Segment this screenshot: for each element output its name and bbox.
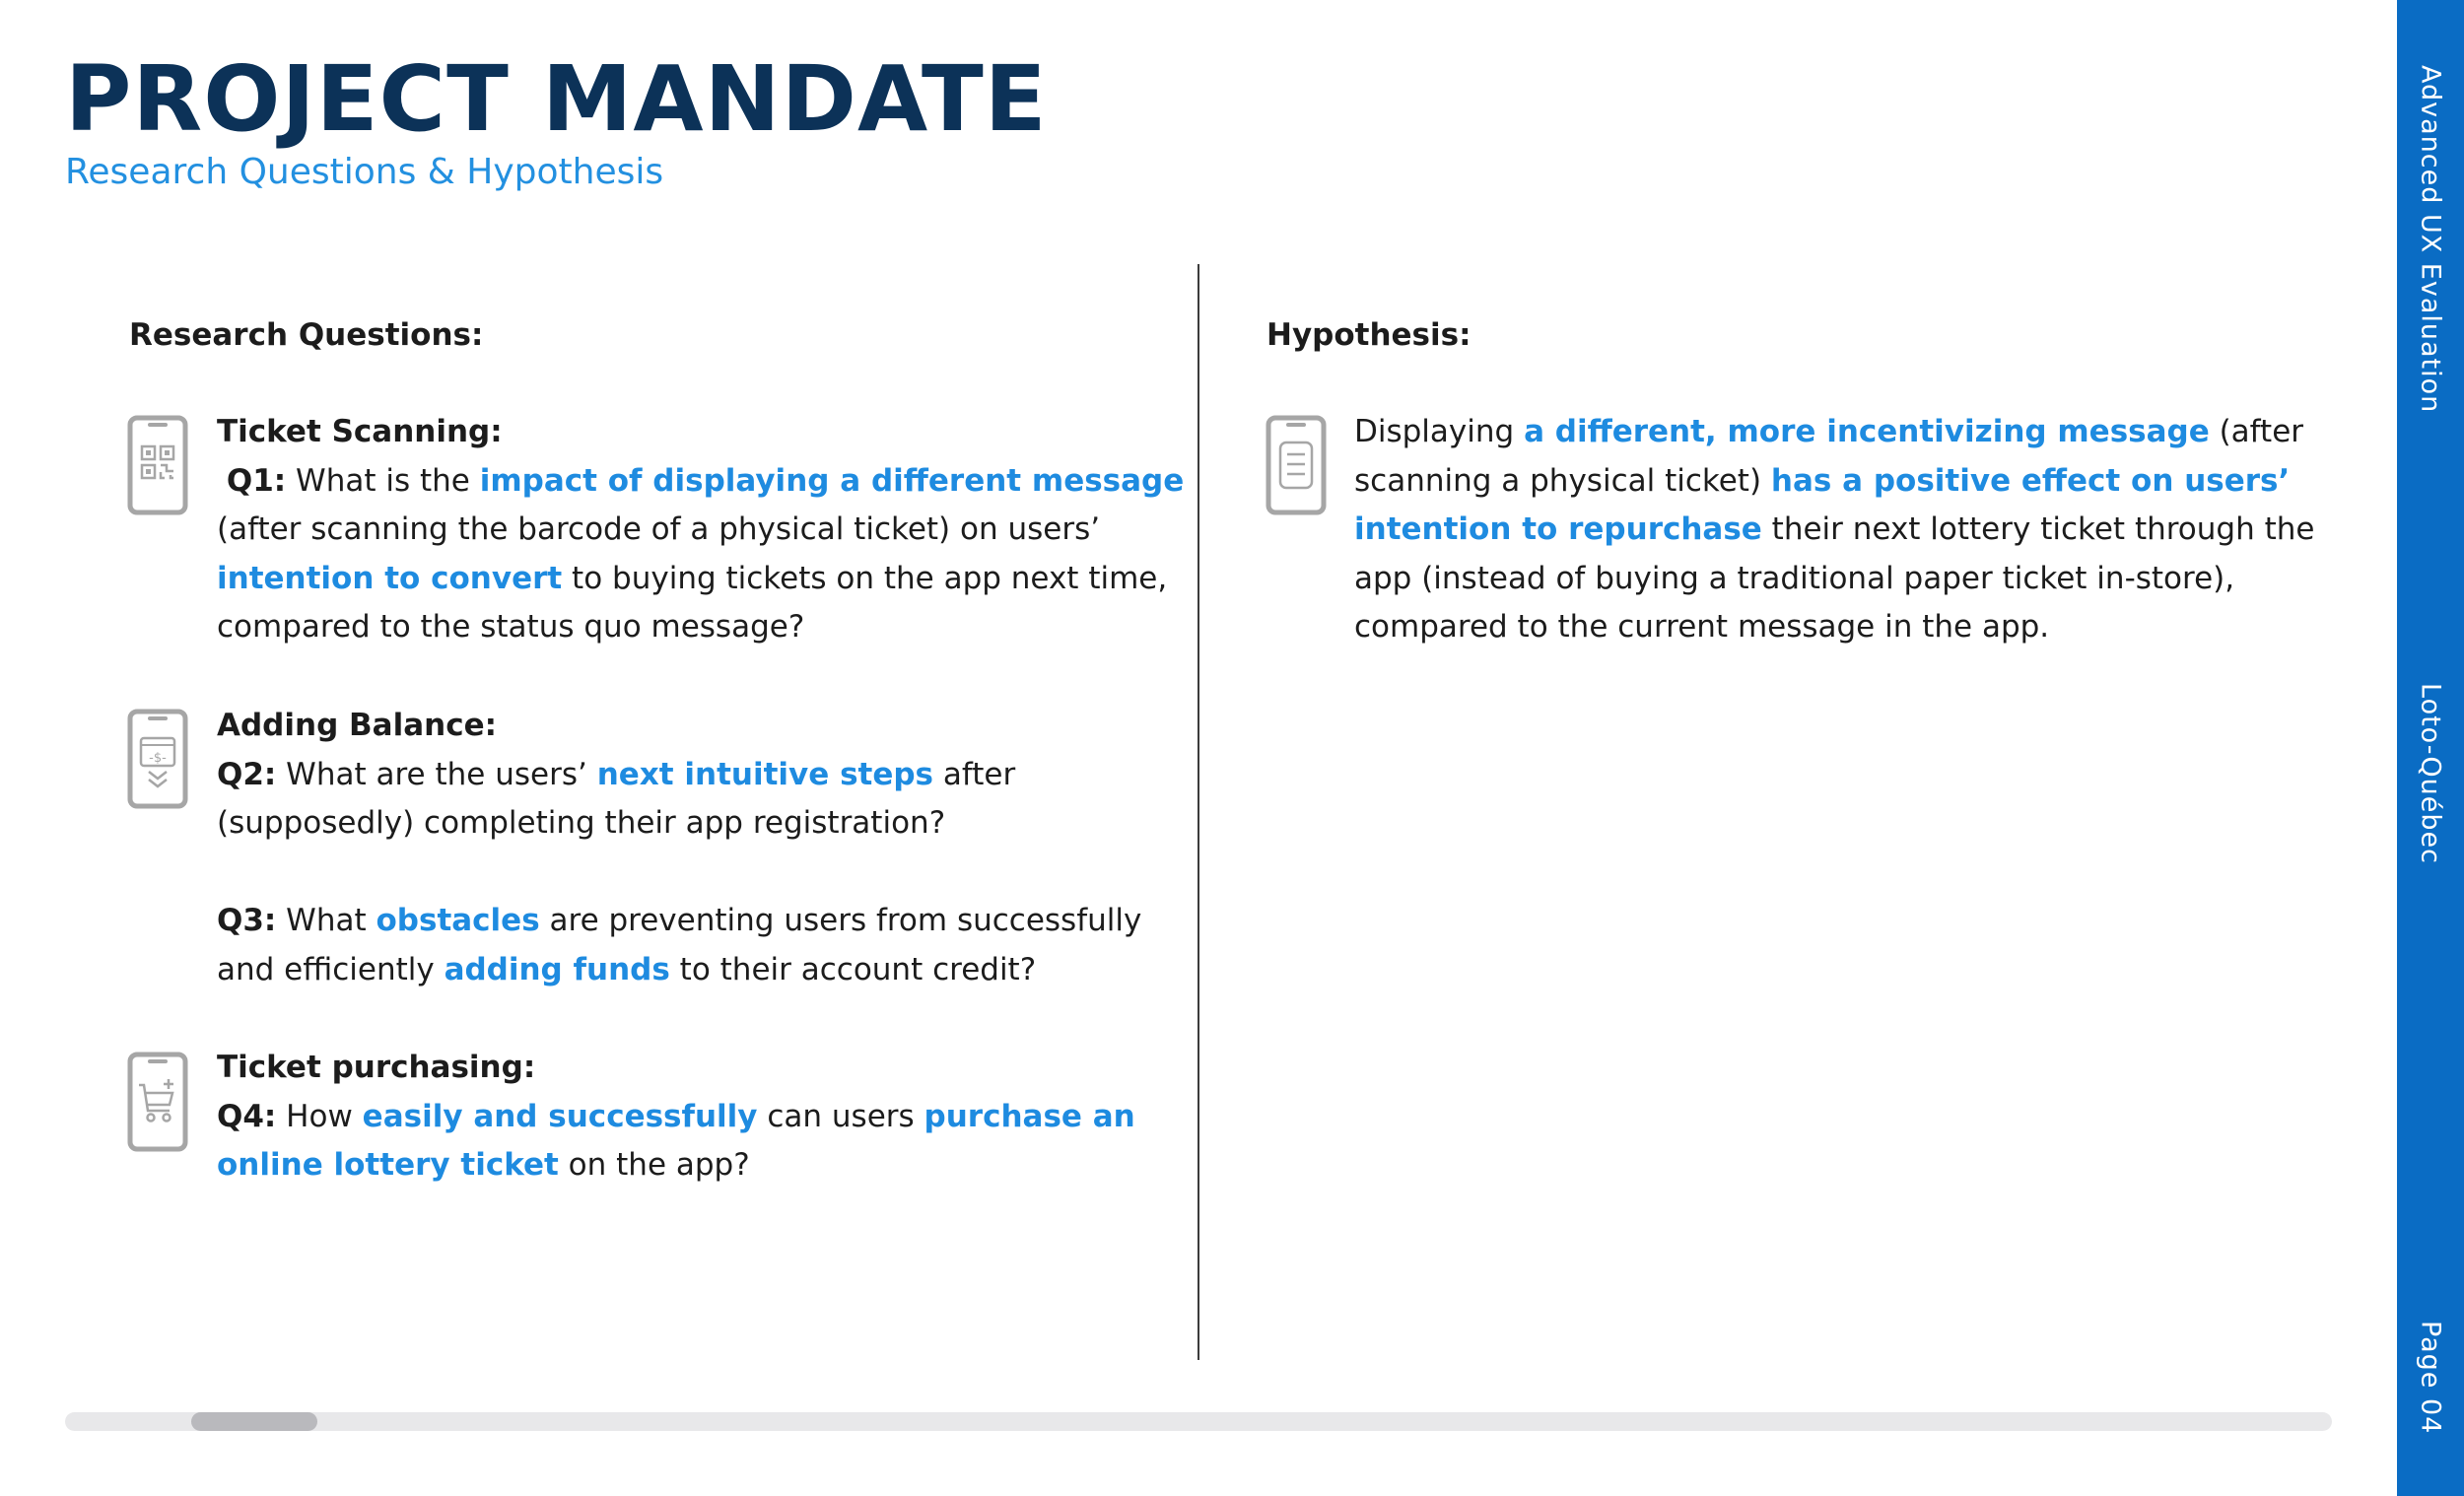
q4-section-title: Ticket purchasing: <box>217 1050 536 1085</box>
q3-highlight-1: obstacles <box>376 903 540 938</box>
q2-section-title: Adding Balance: <box>217 708 498 743</box>
q3-text-2: are preventing users from successfully <box>539 903 1142 938</box>
side-label-course: Advanced UX Evaluation <box>2415 65 2446 414</box>
q2-label: Q2: <box>217 756 277 792</box>
q1-line-4: compared to the status quo message? <box>217 609 805 646</box>
q4-highlight-3: online lottery ticket <box>217 1147 559 1184</box>
q3-block <box>217 897 1141 994</box>
q4-line-1 <box>217 1093 1135 1142</box>
svg-text:-$-: -$- <box>149 751 167 766</box>
q4-text-3: on the app? <box>558 1147 750 1184</box>
q2-line-2: (supposedly) completing their app registration? <box>217 805 946 842</box>
phone-cart-icon <box>127 1052 188 1152</box>
phone-message-icon <box>1266 415 1327 515</box>
hypothesis-heading: Hypothesis: <box>1266 317 1472 353</box>
hypothesis-block <box>1354 408 2314 652</box>
phone-qr-scan-icon <box>127 415 188 515</box>
phone-add-funds-icon <box>127 709 188 809</box>
q3-text-1: What <box>276 903 376 938</box>
q1-line-2: (after scanning the barcode of a physical ticket) on users’ <box>217 511 1101 548</box>
side-label-client: Loto-Québec <box>2415 683 2446 864</box>
page-title: PROJECT MANDATE <box>65 46 1048 152</box>
q1-block <box>217 408 1184 652</box>
horizontal-scrollbar[interactable] <box>65 1412 2332 1431</box>
hyp-highlight-1: a different, more incentivizing message <box>1524 414 2210 449</box>
q1-line-1 <box>217 457 1184 507</box>
research-questions-heading: Research Questions: <box>129 317 484 353</box>
column-divider <box>1198 264 1199 1360</box>
hyp-line-5: compared to the current message in the app. <box>1354 609 2050 646</box>
q1-text-1: What is the <box>286 462 480 499</box>
q3-text-3: and efficiently <box>217 951 445 987</box>
q3-label: Q3: <box>217 903 277 938</box>
scrollbar-thumb[interactable] <box>191 1412 317 1431</box>
hyp-highlight-3: intention to repurchase <box>1354 511 1762 548</box>
q2-block <box>217 702 1015 849</box>
q4-text-2: can users <box>757 1098 924 1134</box>
hyp-text-3: scanning a physical ticket) <box>1354 462 1771 499</box>
hyp-line-2 <box>1354 457 2314 507</box>
q1-highlight-2: intention to convert <box>217 560 563 596</box>
q3-line-1 <box>217 897 1141 946</box>
q4-label: Q4: <box>217 1098 277 1134</box>
q2-highlight-1: next intuitive steps <box>596 756 934 792</box>
q2-line-1 <box>217 751 1015 800</box>
q3-text-4: to their account credit? <box>669 951 1037 987</box>
q2-text-2: after <box>933 756 1016 792</box>
hyp-line-3 <box>1354 506 2314 555</box>
q4-block <box>217 1044 1135 1190</box>
hyp-text-1: Displaying <box>1354 414 1525 449</box>
q4-highlight-2: purchase an <box>924 1098 1135 1134</box>
hyp-line-1 <box>1354 408 2314 457</box>
q1-label: Q1: <box>226 462 287 499</box>
q4-highlight-1: easily and successfully <box>362 1098 758 1134</box>
q1-section-title: Ticket Scanning: <box>217 414 503 449</box>
page-subtitle: Research Questions & Hypothesis <box>65 152 664 192</box>
side-label-page-number: Page 04 <box>2415 1321 2446 1435</box>
hyp-text-4: their next lottery ticket through the <box>1761 511 2315 548</box>
q2-text-1: What are the users’ <box>276 756 597 792</box>
q1-highlight-1: impact of displaying a different message <box>479 462 1185 499</box>
q4-line-2 <box>217 1141 1135 1190</box>
hyp-text-2: (after <box>2209 414 2304 449</box>
q4-text-1: How <box>276 1098 363 1134</box>
q3-line-2 <box>217 946 1141 995</box>
hyp-highlight-2: has a positive effect on users’ <box>1770 462 2291 499</box>
q1-line-3 <box>217 555 1184 604</box>
q3-highlight-2: adding funds <box>444 951 670 987</box>
hyp-line-4: app (instead of buying a traditional paper ticket in-store), <box>1354 560 2235 596</box>
q1-text-3: to buying tickets on the app next time, <box>562 560 1168 596</box>
